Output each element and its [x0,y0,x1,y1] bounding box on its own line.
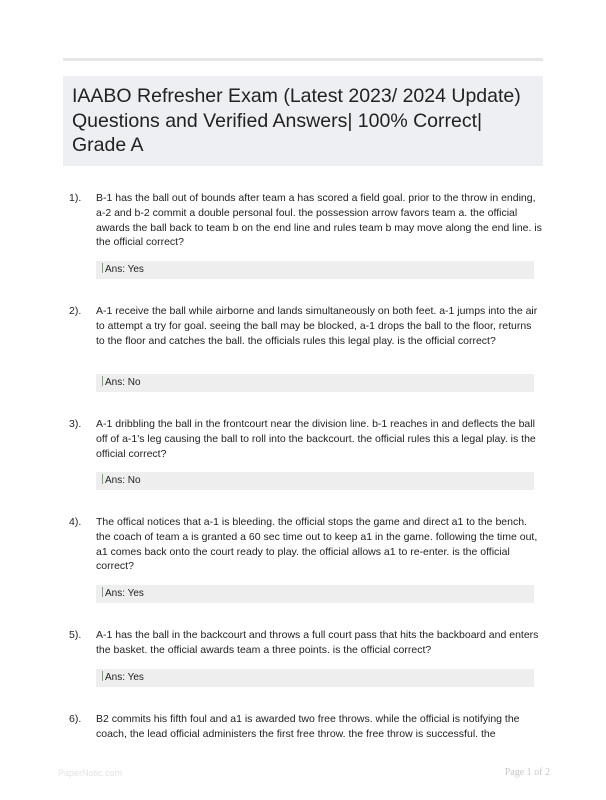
question-number: 3). [69,418,82,430]
answer-marker [102,376,103,386]
question-text: B-1 has the ball out of bounds after team a has scored a field goal. prior to the throw in ending, a-2 and b-2 commit a double personal foul. the possession arrow favors team a. the official awards the ball back to team b on the end line and rules team b may move along the end line. is the official correct? [96,192,542,249]
top-divider [63,58,543,61]
question-number: 6). [69,713,82,725]
question-number: 2). [69,305,82,317]
question-text: The offical notices that a-1 is bleeding. the official stops the game and direct a1 to the bench. the coach of team a is granted a 60 sec time out to keep a1 in the game. following the time out, a1 comes back onto the court ready to play. the official allows a1 to re-enter. is the official correct? [96,516,538,573]
page-title: IAABO Refresher Exam (Latest 2023/ 2024 Update) Questions and Verified Answers| 100% Correct| Grade A [72,85,521,156]
answer-box-1 [96,261,534,279]
answer-marker [102,587,103,597]
title-box [63,76,543,166]
answer-box-3 [96,472,534,490]
answer-box-5 [96,669,534,687]
answer-box-4 [96,585,534,603]
question-text: A-1 receive the ball while airborne and lands simultaneously on both feet. a-1 jumps into the air to attempt a try for goal. seeing the ball may be blocked, a-1 drops the ball to the floor, returns to the floor and catches the ball. the officials rules this legal play. is the official correct? [96,305,538,347]
answer-marker [102,671,103,681]
answer-text: Ans: Yes [105,672,144,683]
question-number: 4). [69,516,82,528]
question-text: A-1 has the ball in the backcourt and throws a full court pass that hits the backboard and enters the basket. the official awards team a three points. is the official correct? [96,629,539,656]
answer-marker [102,263,103,273]
answer-marker [102,474,103,484]
question-number: 1). [69,192,82,204]
answer-text: Ans: No [105,377,141,388]
question-number: 5). [69,629,82,641]
footer-watermark: PaperNotic.com [58,768,123,778]
question-text: B2 commits his fifth foul and a1 is awarded two free throws. while the official is notifying the coach, the lead official administers the first free throw. the free throw is successful. the [96,713,520,740]
question-text: A-1 dribbling the ball in the frontcourt near the division line. b-1 reaches in and deflects the ball off of a-1's leg causing the ball to roll into the backcourt. the official rules this a legal play. is the official correct? [96,418,536,460]
answer-text: Ans: Yes [105,264,144,275]
answer-box-2 [96,374,534,392]
answer-text: Ans: Yes [105,588,144,599]
page-number: Page 1 of 2 [504,767,550,778]
answer-text: Ans: No [105,475,141,486]
